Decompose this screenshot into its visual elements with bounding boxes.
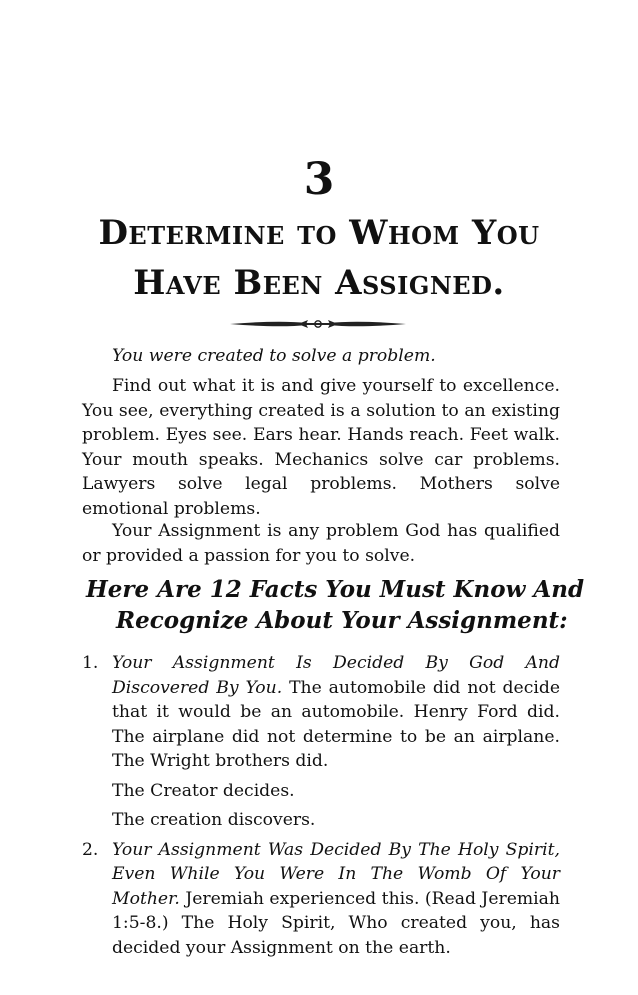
list-item-number: 2. xyxy=(82,839,99,860)
intro-sentence: You were created to solve a problem. xyxy=(112,346,436,366)
fact-title: Your Assignment Is Decided By God And Discovered By You. xyxy=(112,653,560,698)
list-item xyxy=(82,838,560,961)
ornament-divider-icon xyxy=(228,314,408,334)
paragraph-2: Your Assignment is any problem God has qualified or provided a passion for you to solve. xyxy=(82,521,560,566)
chapter-number: 3 xyxy=(303,154,335,205)
paragraph-1: Find out what it is and give yourself to excellence. You see, everything created is a solution to an existing problem. Eyes see. Ears hear. Hands reach. Feet walk. Your mouth speaks. Mechanics solve car problems. Lawyers solve legal problems. Mothers solve emotional problems. xyxy=(82,376,560,519)
chapter-title-line-1: Determine to Whom You xyxy=(98,213,540,253)
fact-note: The Creator decides. xyxy=(112,780,295,801)
fact-text: The automobile did not decide that it would be an automobile. Henry Ford did. The airplane did not determine to be an airplane. The Wright brothers did. xyxy=(112,677,560,771)
section-heading-line-2: Recognize About Your Assignment: xyxy=(116,607,568,634)
fact-note: The creation discovers. xyxy=(112,810,316,830)
fact-title: Your Assignment Was Decided By The Holy Spirit, Even While You Were In The Womb Of Your Mother. xyxy=(112,839,560,909)
chapter-title-line-2: Have Been Assigned. xyxy=(133,263,505,303)
list-item-number: 1. xyxy=(82,653,99,673)
chapter-title xyxy=(0,208,638,308)
list-item xyxy=(82,651,560,833)
section-heading-line-1: Here Are 12 Facts You Must Know And xyxy=(86,576,585,603)
fact-text: Jeremiah experienced this. (Read Jeremiah 1:5-8.) The Holy Spirit, Who created you, has decided your Assignment on the earth. xyxy=(112,888,560,958)
facts-list xyxy=(82,651,560,960)
section-heading xyxy=(86,574,606,636)
